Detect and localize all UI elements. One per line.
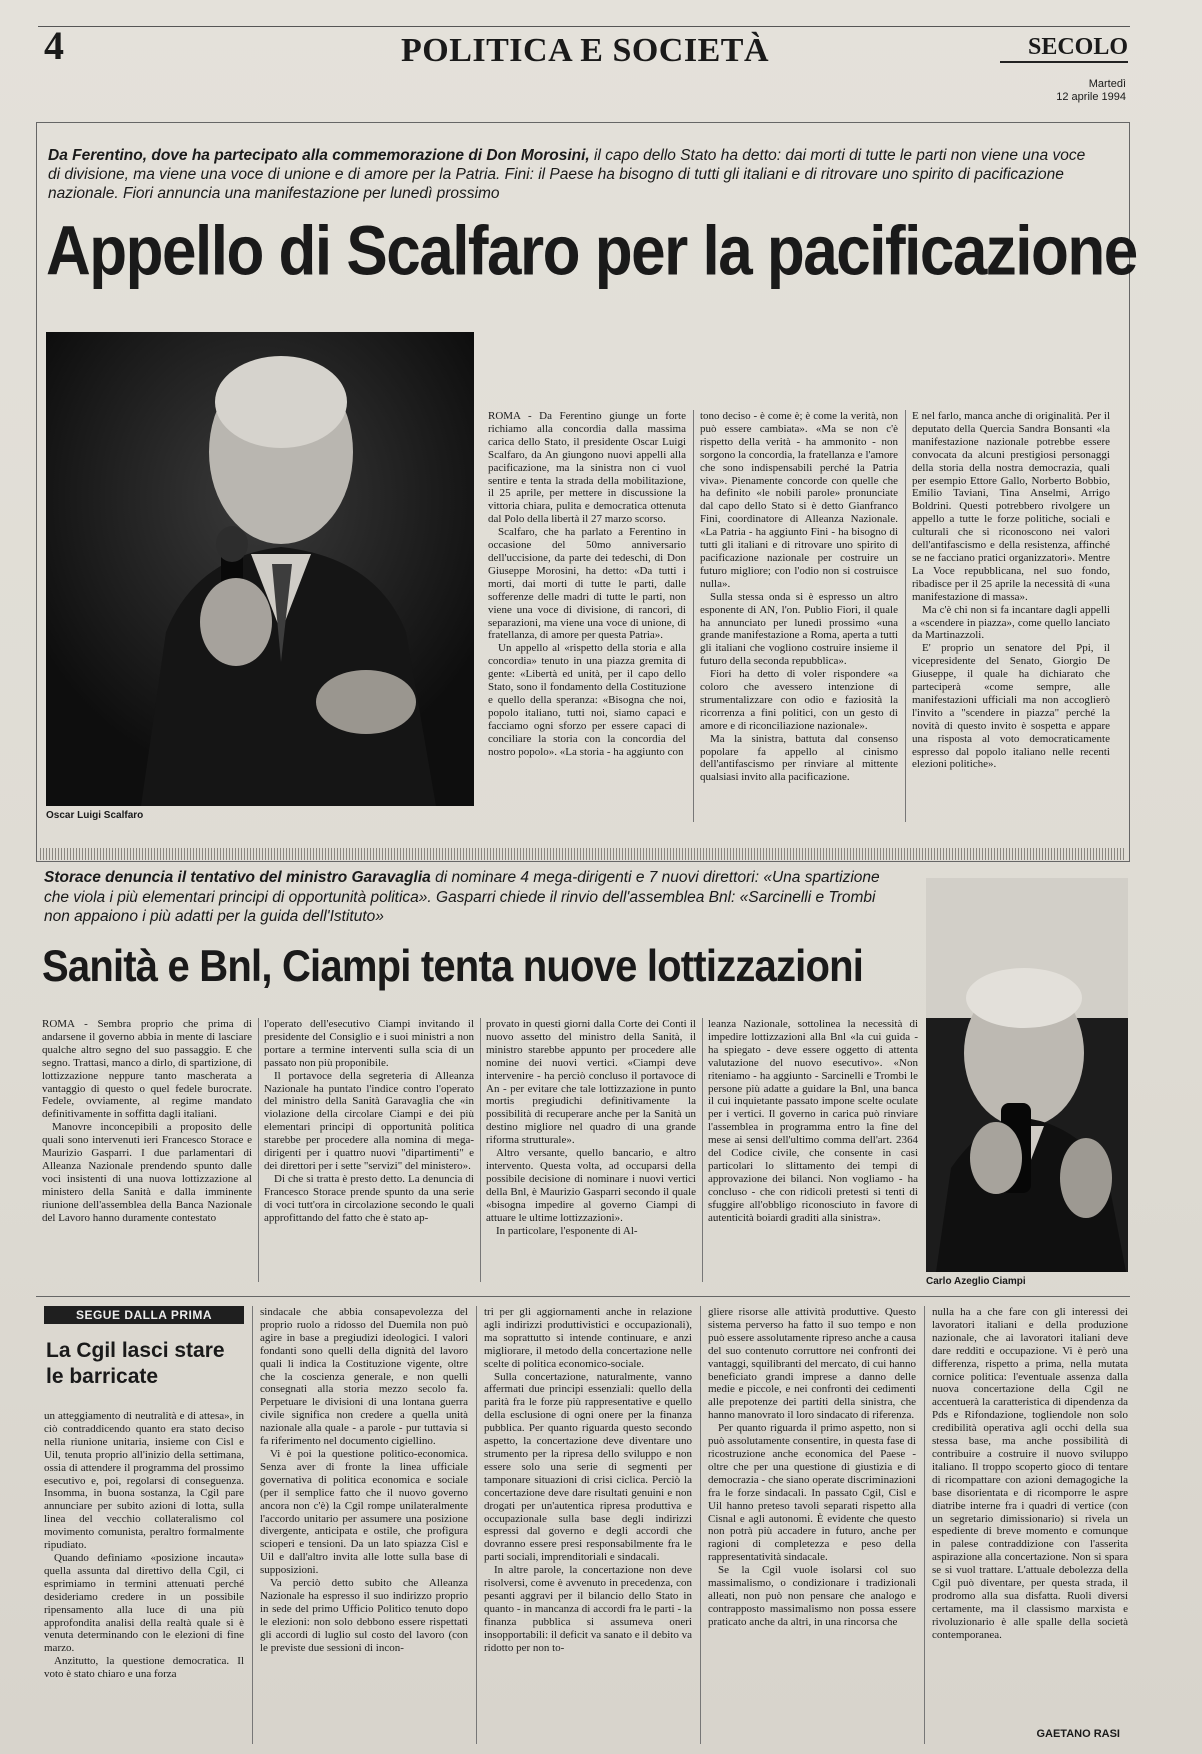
article3-column-1 — [44, 1410, 244, 1744]
paragraph: E' proprio un senatore del Ppi, il vicepresidente del Senato, Giorgio De Giuseppe, il quale ha dichiarato che parteciperà «come sempre, alle manifestazioni ufficiali ma non accoglierò l'invito a "scendere in piazza" perché la novità di questo invito è sospetta e appare una risposta al voto democraticamente espresso dal popolo italiano nelle recenti elezioni politiche». — [912, 642, 1110, 771]
paragraph: Va perciò detto subito che Alleanza Nazionale ha espresso il suo indirizzo proprio in sede del primo Ufficio Politico tenuto dopo le elezioni: non solo debbono essere rispettati gli accordi di luglio sul costo del lavoro (con le previste due sessioni di incon- — [260, 1577, 468, 1654]
paragraph: Ma c'è chi non si fa incantare dagli appelli a «scendere in piazza», come quello lanciato da Martinazzoli. — [912, 603, 1110, 642]
paragraph: Altro versante, quello bancario, e altro intervento. Questa volta, ad occuparsi della possibile decisione di nominare i nuovi vertici della Bnl, è Maurizio Gasparri secondo il quale «bisogna impedire al governo Ciampi di attuare le ultime lottizzazioni». — [486, 1147, 696, 1224]
paragraph: Di che si tratta è presto detto. La denuncia di Francesco Storace prende spunto da una serie di voci tutt'ora in circolazione secondo le quali approfittando del fatto che è stato ap- — [264, 1172, 474, 1224]
column-divider — [480, 1018, 481, 1282]
masthead-logo: SECOLO — [1000, 34, 1128, 63]
column-divider — [924, 1306, 925, 1744]
paragraph: leanza Nazionale, sottolinea la necessità di impedire lottizzazioni alla Bnl «la cui guida - ha spiegato - deve essere oggetto di attenta valutazione del nuovo esecutivo». «Non riteniamo - ha aggiunto - Sarcinelli e Trombi le persone più adatte a guidare la Bnl, una banca il cui inquietante passato impone scelte oculate per i vertici. Il governo in carica può rinviare l'assemblea in programma entro la fine del mese ai sensi dell'ultimo comma dell'art. 2364 del Codice civile, che consente in casi particolari lo slittamento dei tempi di approvazione dei bilanci. Non vogliamo - ha concluso - che con ridicoli pretesti si tenti di sfuggire all'obbligo riconosciuto in favore di autenticità boiardi graditi alla sinistra». — [708, 1018, 918, 1224]
segue-label: SEGUE DALLA PRIMA — [44, 1306, 244, 1324]
article2-column-2 — [264, 1018, 474, 1284]
portrait-ciampi-illustration — [926, 878, 1128, 1272]
section-title: POLITICA E SOCIETÀ — [401, 32, 769, 69]
paragraph: tono deciso - è come è; è come la verità, non può essere cambiata». «Ma se non c'è rispetto della verità - ha ammonito - non sorgono la concordia, la fratellanza e l'amore che sono indispensabili perché la Patria viva». Pienamente concorde con quelle che ha definito «le nobili parole» pronunciate dal capo dello Stato si è detto Gianfranco Fini, coordinatore di Alleanza Nazionale. «La Patria - ha aggiunto Fini - ha bisogno di tutti gli italiani e di ritrovare uno spirito di pacificazione nazionale per costruire un futuro migliore; con l'odio non si costruisce nulla». — [700, 410, 898, 590]
article3-headline: La Cgil lasci stare le barricate — [46, 1339, 225, 1388]
paragraph: Un appello al «rispetto della storia e alla concordia» tenuto in una piazza gremita di gente: «Libertà ed unità, per il capo dello Stato, sono il fondamento della Costituzione e quello della speranza: «Bisogna che noi, popolo italiano, tutti noi, siamo capaci e facciamo ogni sforzo per essere capaci di conciliare la storia con la concordia del nostro popolo». «La storia - ha aggiunto con — [488, 642, 686, 758]
paragraph: ROMA - Sembra proprio che prima di andarsene il governo abbia in mente di lasciare qualche altro segno del suo passaggio. E che segno. Trattasi, manco a dirlo, di spartizione, di lottizzazione neppure tanto mascherata a vantaggio di questo o quel fedele burocrate. Fedele, ovviamente, al regime mandato definitivamente in soffitta dagli italiani. — [42, 1018, 252, 1121]
author-signature: GAETANO RASI — [1036, 1728, 1120, 1740]
article3-frame-top — [36, 1296, 1130, 1297]
column-divider — [702, 1018, 703, 1282]
paragraph: sindacale che abbia consapevolezza del proprio ruolo a ridosso del Duemila non può agire in base a pregiudizi ideologici. I valori fondanti sono quelli della dignità del lavoro quali li indica la Costituzione vigente, oltre che la coscienza generale, e non quelli consegnati alla storia mezzo secolo fa. Perpetuare le divisioni di una lontana guerra civile significa non credere a quella unità nazionale alla quale - a parole - pur tuttavia si fa riferimento nel documento cigiellino. — [260, 1306, 468, 1448]
paragraph: Fiori ha detto di voler rispondere «a coloro che avessero intenzione di strumentalizzare con odio e faziosità la ricorrenza a fini politici, con un gesto di amore e di riconciliazione nazionale». — [700, 668, 898, 732]
article2-headline: Sanità e Bnl, Ciampi tenta nuove lottizzazioni — [42, 942, 864, 992]
column-divider — [700, 1306, 701, 1744]
date-day: Martedì — [1088, 78, 1126, 90]
article2-kicker — [44, 868, 894, 927]
paragraph: nulla ha a che fare con gli interessi dei lavoratori italiani e della produzione nazionale, che ai lavoratori italiani deve dare redditi e occupazione. Vi è però una differenza, rispetto a prima, nella mutata cornice politica: l'eventuale assenza dalla nuova concertazione della Cgil ne accentuerà la caratteristica di dipendenza da Pds e Rifondazione, togliendole non solo credibilità operativa agli occhi della sua stessa base, ma anche possibilità di contribuire a costruire il nuovo sviluppo italiano. Il troppo scoperto gioco di tentare di ricompattare con azioni demagogiche la base disorientata e di ricomporre le aspre diatribe interne fra i quadri di vertice (con un segretario dimissionario) si rivela un espediente di breve momento e comunque in palese contraddizione con l'asserita aspirazione alla concertazione. Non si spara se si vuol trattare. L'attuale debolezza della Cgil può diventare, per questa strada, il prodromo alla sua disfatta. Ruoli diversi certamente, ma il classismo marxista e rivoluzionario è alle spalle della società contemporanea. — [932, 1306, 1128, 1641]
column-divider — [693, 410, 694, 822]
article3-column-5 — [932, 1306, 1128, 1724]
column-divider — [258, 1018, 259, 1282]
article2-column-4 — [708, 1018, 918, 1284]
paragraph: Il portavoce della segreteria di Alleanza Nazionale ha puntato l'indice contro l'operato del ministro della Sanità Garavaglia che «in violazione della circolare Ciampi e dei più elementari principi di opportunità politica starebbe per procedere alla nomina di mega-dirigenti per i quattro nuovi "dipartimenti" e dei direttori per i sette "servizi" del ministero». — [264, 1069, 474, 1172]
photo-caption-ciampi: Carlo Azeglio Ciampi — [926, 1276, 1026, 1287]
paragraph: Anzitutto, la questione democratica. Il voto è stato chiaro e una forza — [44, 1655, 244, 1681]
article1-kicker-lead: Da Ferentino, dove ha partecipato alla commemorazione di Don Morosini, — [48, 147, 590, 164]
paragraph: ROMA - Da Ferentino giunge un forte richiamo alla concordia dalla massima carica dello Stato, il presidente Oscar Luigi Scalfaro, da An giungono nuovi appelli alla pacificazione, ma la sinistra non ci vuol sentire e tenta la strada della mobilitazione, il 25 aprile, per mettere in discussione la vittoria chiara, pulita e democratica ottenuta dal Polo della libertà il 27 marzo scorso. — [488, 410, 686, 526]
article2-kicker-rest: di nominare 4 mega-dirigenti e 7 nuovi direttori: «Una spartizione che viola i più elementari principi di opportunità politica». Gasparri chiede il rinvio dell'assemblea Bnl: «Sarcinelli e Trombi non appaiono i più adatti per la guida dell'Istituto» — [44, 869, 880, 925]
article1-column-3 — [912, 410, 1110, 824]
paragraph: Sulla stessa onda si è espresso un altro esponente di AN, l'on. Publio Fiori, il quale ha annunciato per lunedì prossimo «una grande manifestazione a Roma, aperta a tutti gli italiani che vogliono costruire insieme il futuro della seconda repubblica». — [700, 590, 898, 668]
column-divider — [252, 1306, 253, 1744]
paragraph: provato in questi giorni dalla Corte dei Conti il nuovo assetto del ministro della Sanità, il ministro starebbe appunto per procedere alle nomine dei nuovi vertici. «Ciampi deve intervenire - ha perciò concluso il portavoce di An - per evitare che tale lottizzazione in punto mortis pregiudichi definitivamente la possibilità di recuperare anche per la Sanità un destino migliore nel quadro di una grande riforma strutturale». — [486, 1018, 696, 1147]
date-full: 12 aprile 1994 — [1056, 91, 1126, 103]
paragraph: Per quanto riguarda il primo aspetto, non si può assolutamente consentire, in questa fase di ricostruzione anche economica del Paese - oltre che per una questione di giustizia e di democrazia - che siano operate discriminazioni fra le forze sindacali. In passato Cgil, Cisl e Uil hanno preteso tavoli separati rispetto alla Cisnal e agli autonomi. È evidente che questo non potrà più accadere in futuro, anche per ragioni di completezza e peso della rappresentatività sindacale. — [708, 1422, 916, 1564]
paragraph: In altre parole, la concertazione non deve risolversi, come è avvenuto in precedenza, con pesanti aggravi per il bilancio dello Stato in quanto - in mancanza di accordi fra le parti - la finanza pubblica si assumeva oneri insopportabili: il deficit va sanato e il debito va ridotto per non to- — [484, 1564, 692, 1654]
article3-column-4 — [708, 1306, 916, 1744]
paragraph: Quando definiamo «posizione incauta» quella assunta dal direttivo della Cgil, ci esprimiamo in termini attenuati perché desideriamo credere in un possibile ripensamento alla luce di una più approfondita analisi della realtà quale si è venuta determinando con le elezioni di fine marzo. — [44, 1551, 244, 1655]
article3-column-3 — [484, 1306, 692, 1744]
paragraph: Se la Cgil vuole isolarsi col suo massimalismo, o condizionare i tradizionali alleati, non può non pensare che analogo e contrapposto massimalismo non possa essere praticato anche da altri, in una rincorsa che — [708, 1564, 916, 1628]
paragraph: l'operato dell'esecutivo Ciampi invitando il presidente del Consiglio e i suoi ministri a non portare a termine interventi sulla scia di un passato non più proponibile. — [264, 1018, 474, 1069]
paragraph: In particolare, l'esponente di Al- — [496, 1224, 638, 1237]
photo-caption-scalfaro: Oscar Luigi Scalfaro — [46, 810, 144, 821]
paragraph: gliere risorse alle attività produttive. Questo sistema perverso ha fatto il suo tempo e non può essere assolutamente ripreso anche a causa del suo contenuto corruttore nei confronti dei vantaggi, squilibranti del mercato, di cui hanno beneficiato grandi imprese a danno delle medie e piccole, e nei confronti dei cedimenti alle prepotenze dei partiti della sinistra, che hanno manovrato il loro sindacato di riferenza. — [708, 1306, 916, 1422]
article2-kicker-lead: Storace denuncia il tentativo del ministro Garavaglia — [44, 869, 431, 886]
paragraph: un atteggiamento di neutralità e di attesa», in ciò contraddicendo quanto era stato deciso nella riunione unitaria, insieme con Cisl e Uil, tenuta proprio all'inizio della settimana, ossia di attendere il programma del prossimo esecutivo e, poi, regolarsi di conseguenza. Insomma, in buona sostanza, la Cgil pare annunciare per subito azioni di lotta, sulla linea del vecchio collateralismo col movimento comunista, peraltro formalmente ripudiato. — [44, 1410, 244, 1552]
paragraph: Ma la sinistra, battuta dal consenso popolare fa appello al cinismo dell'antifascismo per rinviare al mittente qualsiasi invito alla pacificazione. — [700, 732, 898, 784]
photo-scalfaro — [46, 332, 474, 806]
paragraph: Sulla concertazione, naturalmente, vanno affermati due principi essenziali: quello della parità fra le forze più rappresentative e quello della esclusione di ogni onere per la finanza pubblica. Per quanto riguarda questo secondo aspetto, la concertazione deve diventare uno strumento per la ripresa dello sviluppo e non essere solo una serie di segmenti per tamponare situazioni di crisi ciclica. Perciò la concertazione deve dare risultati genuini e non drogati per un'autentica ripresa produttiva e occupazionale sulla base degli indirizzi espressi dal governo e degli accordi che dovranno essere presi responsabilmente fra le parti sociali, imprenditoriali e sindacali. — [484, 1370, 692, 1564]
article3-column-2 — [260, 1306, 468, 1744]
header-rule — [38, 26, 1130, 27]
paragraph: tri per gli aggiornamenti anche in relazione agli indirizzi produttivistici e occupazionali), ma soprattutto si intende continuare, e anzi migliorare, il metodo della concertazione nelle scelte di politica economico-sociale. — [484, 1306, 692, 1370]
article1-column-1 — [488, 410, 686, 824]
separator-hatch — [40, 848, 1126, 860]
article1-kicker-rest: il capo dello Stato ha detto: dai morti di tutte le parti non viene una voce di divisione, ma viene una voce di unione e di amore per la Patria. Fini: il Paese ha bisogno di tutti gli italiani e di ritrovare uno spirito di pacificazione nazionale. Fiori annuncia una manifestazione per lunedì prossimo — [48, 147, 1086, 202]
article1-column-2 — [700, 410, 898, 824]
paragraph: E nel farlo, manca anche di originalità. Per il deputato della Quercia Sandra Bonsanti «la manifestazione nazionale potrebbe essere convocata da alcuni prestigiosi personaggi della storia della nostra democrazia, quali per esempio Ettore Gallo, Norberto Bobbio, Emilio Taviani, Tina Anselmi, Arrigo Boldrini. Questi potrebbero rivolgere un appello a tutte le forze politiche, sociali e culturali che si riconoscono nei valori dell'antifascismo e della resistenza, affinché se ne facciano pratici organizzatori». Mentre La Voce repubblicana, nel suo fondo, ribadisce per il 25 aprile la necessità di «una manifestazione di massa». — [912, 410, 1110, 603]
article1-headline: Appello di Scalfaro per la pacificazione — [46, 213, 1137, 291]
article2-column-1 — [42, 1018, 252, 1284]
column-divider — [905, 410, 906, 822]
paragraph: Manovre inconcepibili a proposito delle quali sono intervenuti ieri Francesco Storace e Maurizio Gasparri. I due parlamentari di Alleanza Nazionale prendendo spunto dalle voci insistenti di una nuova lottizzazione al ministero della Sanità e dalla imminente riunione dell'assemblea della Banca Nazionale del Lavoro hanno duramente contestato — [42, 1121, 252, 1224]
paragraph: Scalfaro, che ha parlato a Ferentino in occasione del 50mo anniversario dell'uccisione, da parte dei tedeschi, di Don Giuseppe Morosini, ha detto: «Da tutti i morti, dai morti di tutte le parti, dalle sofferenze delle madri di tutte le parti, non viene una voce di divisione, di rancori, di separazioni, ma viene una voce di unione, di fratellanza, di amore per questa Patria». — [488, 526, 686, 642]
paragraph: Vi è poi la questione politico-economica. Senza aver di fronte la linea ufficiale governativa di politica economica e sociale (per il semplice fatto che il nuovo governo ancora non c'è) la Cgil rompe unilateralmente l'accordo unitario per assumere una posizione divergente, anticipata e ostile, che profigura scioperi e tensioni. Da un lato spiazza Cisl e Uil e dall'altro invita alle lotte sulla base di supposizioni. — [260, 1447, 468, 1577]
photo-ciampi — [926, 878, 1128, 1272]
page-number: 4 — [44, 23, 64, 68]
article1-kicker — [48, 146, 1088, 203]
portrait-scalfaro-illustration — [46, 332, 474, 806]
article2-column-3 — [486, 1018, 696, 1284]
column-divider — [476, 1306, 477, 1744]
